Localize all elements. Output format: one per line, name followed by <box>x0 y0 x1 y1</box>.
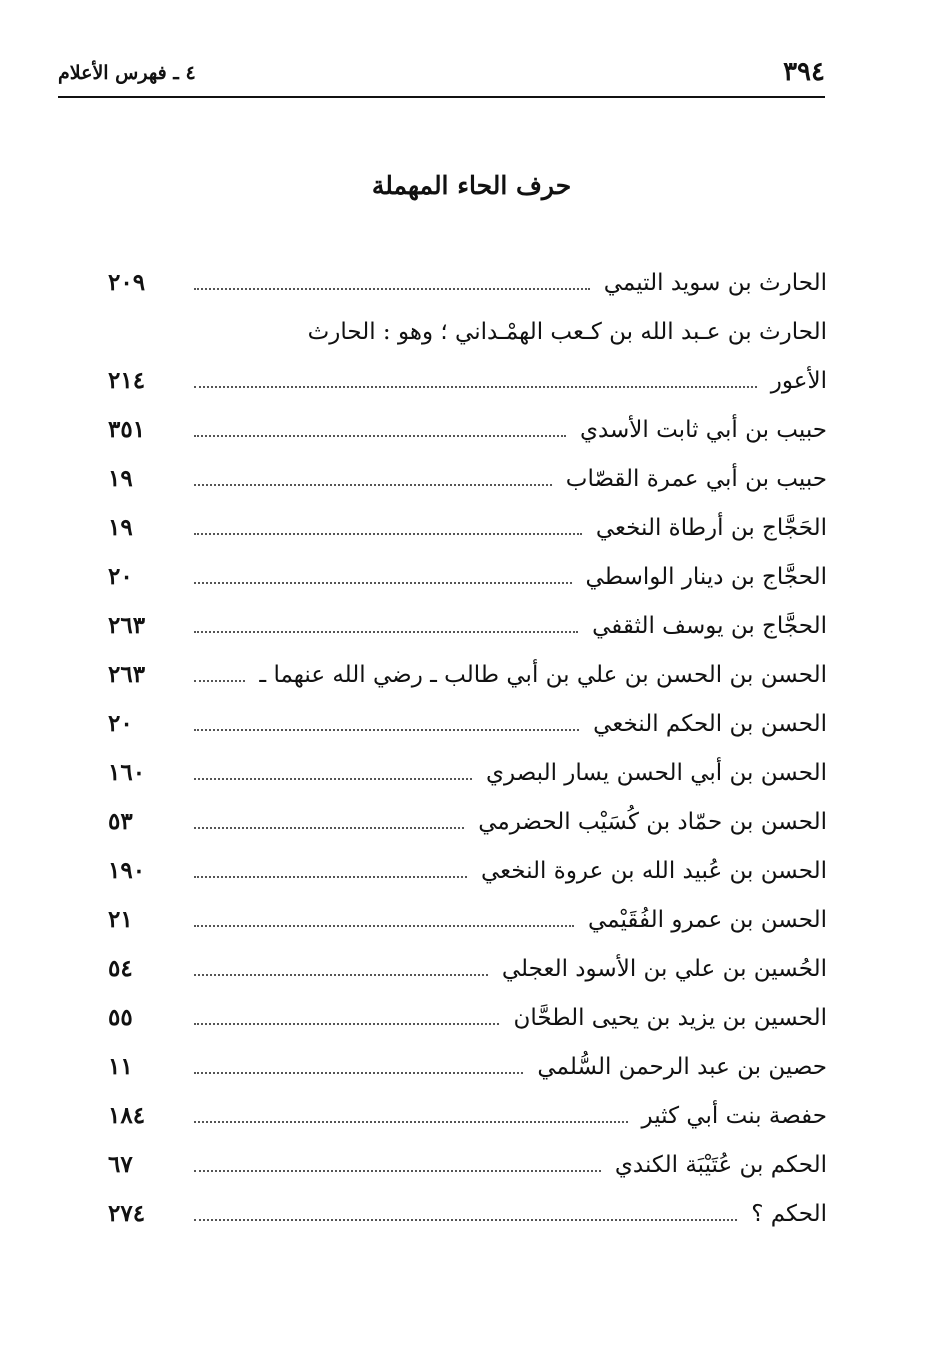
index-entry <box>108 846 827 895</box>
entry-page-number: ١٨٤ <box>108 1101 146 1129</box>
entry-name: الأعور <box>770 367 827 394</box>
section-title: حرف الحاء المهملة <box>371 171 572 200</box>
entry-page-number: ٢١٤ <box>108 366 146 394</box>
entry-name: الحسن بن عُبيد الله بن عروة النخعي <box>481 857 827 884</box>
entry-page-number: ٢٦٣ <box>108 660 146 688</box>
page-number: ٣٩٤ <box>783 57 825 87</box>
dot-leader <box>194 925 574 927</box>
entry-name: الحُسين بن علي بن الأسود العجلي <box>501 955 827 982</box>
dot-leader <box>194 680 245 682</box>
index-entry <box>108 405 827 454</box>
entry-name: حفصة بنت أبي كثير <box>641 1102 827 1129</box>
index-entry <box>108 1140 827 1189</box>
index-entry <box>108 748 827 797</box>
entry-page-number: ١١ <box>108 1052 133 1080</box>
index-entry <box>108 552 827 601</box>
dot-leader <box>194 778 472 780</box>
index-entry <box>108 1042 827 1091</box>
index-entry <box>108 1189 827 1238</box>
entry-name: الحسين بن يزيد بن يحيى الطحَّان <box>513 1004 827 1031</box>
entry-page-number: ٢٠ <box>108 562 133 590</box>
entry-page-number: ٢٠٩ <box>108 268 146 296</box>
running-title: ٤ ـ فهرس الأعلام <box>58 62 196 84</box>
entry-page-number: ٢٠ <box>108 709 133 737</box>
index-entry <box>108 797 827 846</box>
dot-leader <box>194 582 572 584</box>
dot-leader <box>194 1170 601 1172</box>
index-entry <box>108 356 827 405</box>
dot-leader <box>194 1219 737 1221</box>
entry-name: الحكم ؟ <box>751 1200 827 1227</box>
entry-page-number: ٦٧ <box>108 1150 133 1178</box>
dot-leader <box>194 484 552 486</box>
dot-leader <box>194 974 488 976</box>
dot-leader <box>194 435 566 437</box>
index-entry <box>108 699 827 748</box>
dot-leader <box>194 827 464 829</box>
index-entries <box>108 258 827 1238</box>
entry-name: حبيب بن أبي ثابت الأسدي <box>579 416 827 443</box>
dot-leader <box>194 1072 523 1074</box>
page-header <box>58 52 825 98</box>
dot-leader <box>194 386 757 388</box>
dot-leader <box>194 1023 499 1025</box>
entry-name: الحجَّاج بن دينار الواسطي <box>585 563 827 590</box>
entry-name: الحسن بن عمرو الفُقَيْمي <box>587 906 827 933</box>
entry-name: الحجَّاج بن يوسف الثقفي <box>592 612 827 639</box>
dot-leader <box>194 288 590 290</box>
entry-page-number: ١٩٠ <box>108 856 146 884</box>
entry-page-number: ٣٥١ <box>108 415 146 443</box>
index-entry <box>108 601 827 650</box>
entry-name: الحارث بن سويد التيمي <box>603 269 827 296</box>
entry-page-number: ٢٦٣ <box>108 611 146 639</box>
dot-leader <box>194 876 467 878</box>
index-entry <box>108 650 827 699</box>
entry-name: الحَجَّاج بن أرطاة النخعي <box>595 514 827 541</box>
dot-leader <box>194 1121 628 1123</box>
entry-name: حصين بن عبد الرحمن السُّلمي <box>537 1053 827 1080</box>
entry-page-number: ١٦٠ <box>108 758 146 786</box>
entry-name: حبيب بن أبي عمرة القصّاب <box>565 465 827 492</box>
entry-page-number: ١٩ <box>108 513 133 541</box>
dot-leader <box>194 631 578 633</box>
index-entry <box>108 895 827 944</box>
entry-name: الحسن بن الحسن بن علي بن أبي طالب ـ رضي الله عنهما ـ <box>259 661 827 688</box>
entry-name: الحسن بن حمّاد بن كُسَيْب الحضرمي <box>478 808 827 835</box>
entry-page-number: ٥٥ <box>108 1003 133 1031</box>
entry-name: الحكم بن عُتَيْبَة الكندي <box>614 1151 827 1178</box>
entry-name: الحسن بن أبي الحسن يسار البصري <box>486 759 827 786</box>
dot-leader <box>194 729 579 731</box>
entry-page-number: ٢٧٤ <box>108 1199 146 1227</box>
index-entry <box>108 993 827 1042</box>
entry-page-number: ٢١ <box>108 905 133 933</box>
index-entry <box>108 944 827 993</box>
entry-page-number: ٥٣ <box>108 807 133 835</box>
entry-page-number: ١٩ <box>108 464 133 492</box>
dot-leader <box>194 533 582 535</box>
index-entry <box>108 503 827 552</box>
index-entry <box>108 258 827 307</box>
entry-name: الحارث بن عـبد الله بن كـعب الهمْـداني ؛ وهو : الحارث <box>307 318 827 345</box>
index-entry <box>108 1091 827 1140</box>
entry-name: الحسن بن الحكم النخعي <box>593 710 827 737</box>
index-entry <box>108 454 827 503</box>
entry-page-number: ٥٤ <box>108 954 133 982</box>
index-entry <box>108 307 827 356</box>
